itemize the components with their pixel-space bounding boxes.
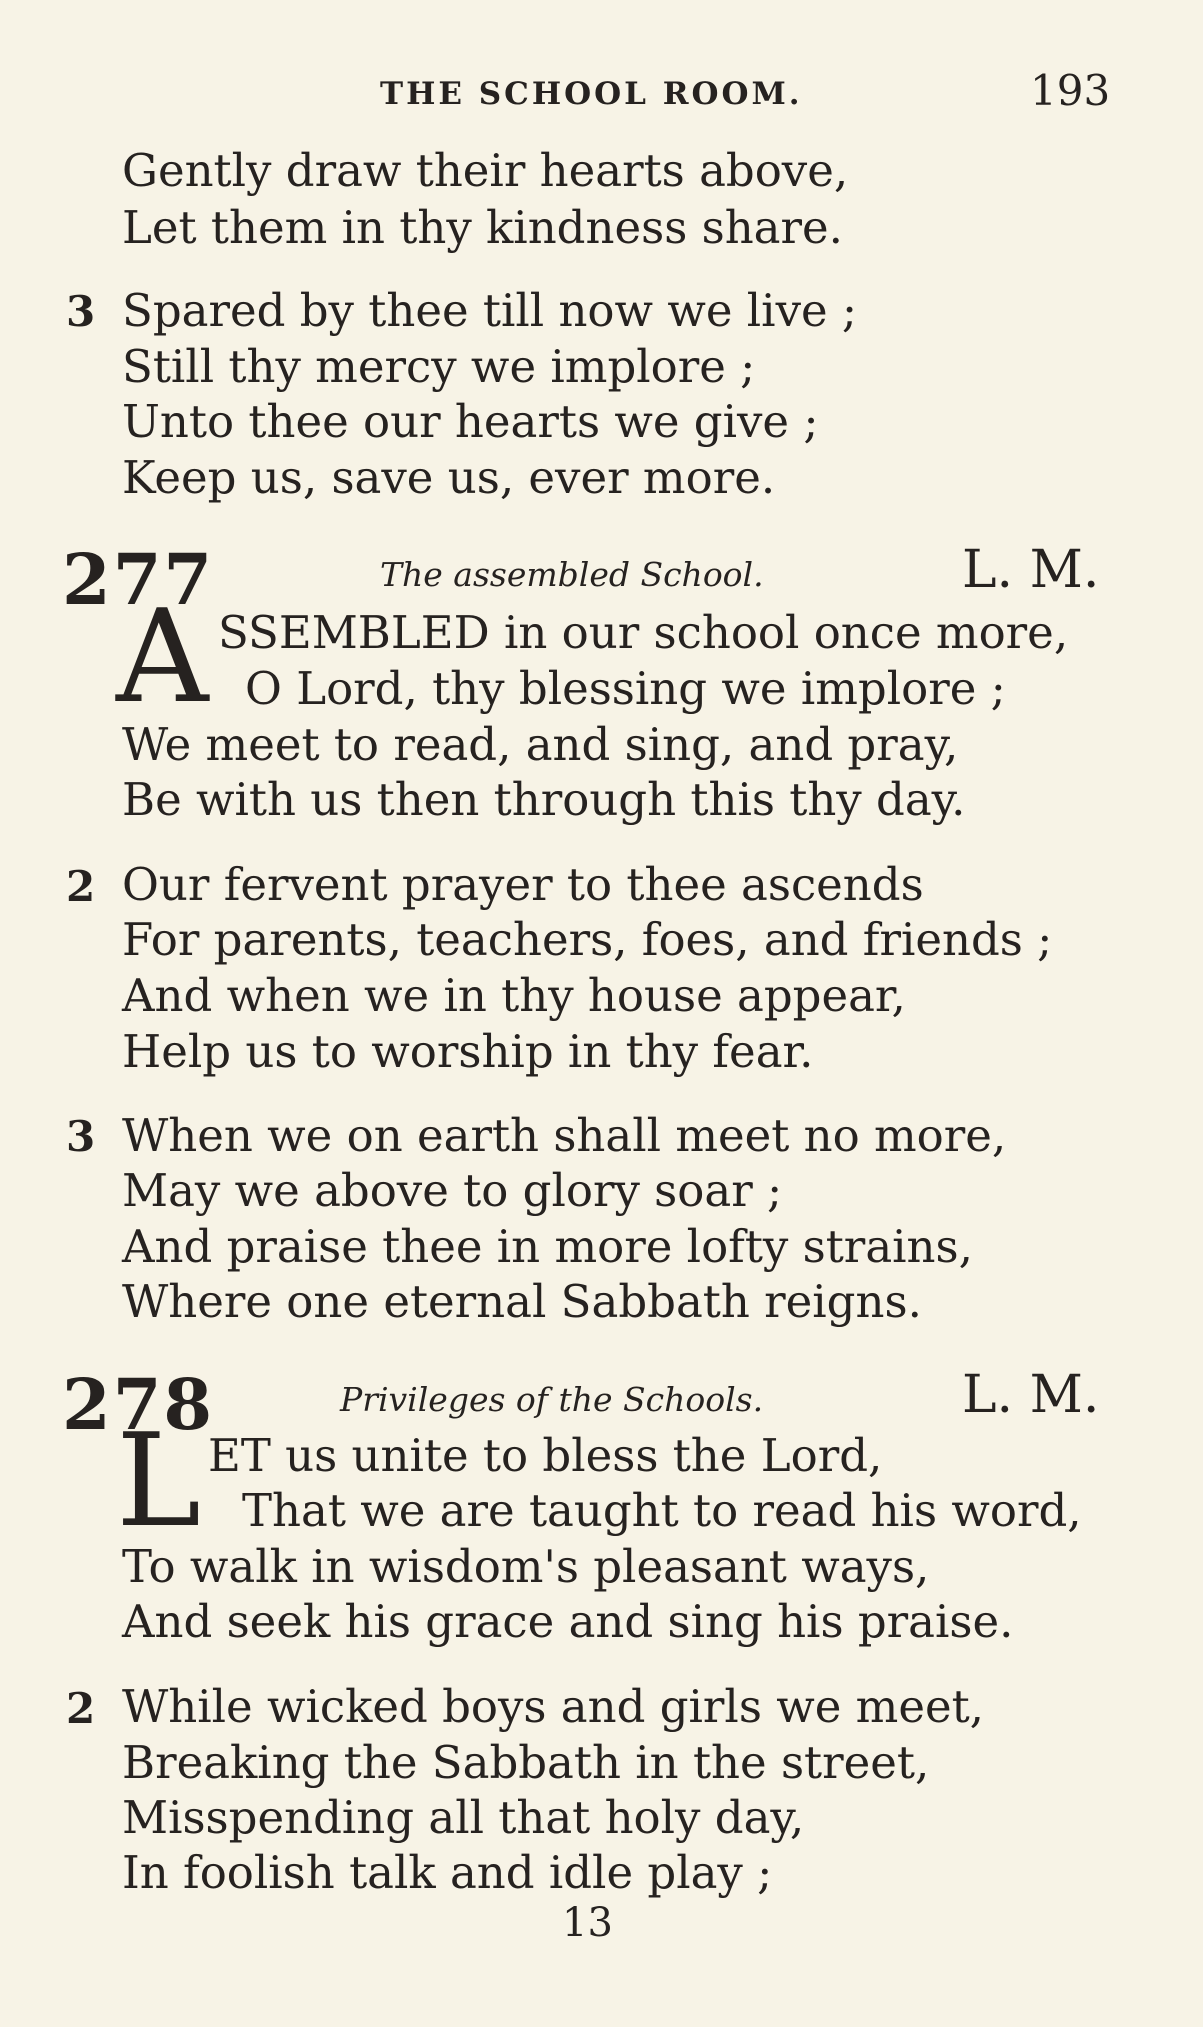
verse-line: Help us to worship in thy fear. (122, 1025, 814, 1078)
stanza-number: 2 (66, 1684, 96, 1733)
hymn-number: 278 (62, 1363, 215, 1446)
verse-line: Keep us, save us, ever more. (122, 451, 776, 504)
verse-line: That we are taught to read his word, (242, 1484, 1082, 1537)
verse-line: Misspending all that holy day, (122, 1791, 805, 1844)
verse-line: In foolish talk and idle play ; (122, 1846, 773, 1899)
verse-line: When we on earth shall meet no more, (122, 1109, 1007, 1162)
verse-line: Unto thee our hearts we give ; (122, 395, 819, 448)
verse-line: Still thy mercy we implore ; (122, 340, 756, 393)
verse-line: And seek his grace and sing his praise. (122, 1595, 1014, 1648)
verse-line: Spared by thee till now we live ; (122, 284, 858, 337)
verse-line: O Lord, thy blessing we implore ; (245, 662, 1006, 715)
drop-cap: L (116, 1407, 201, 1556)
verse-line: While wicked boys and girls we meet, (122, 1680, 984, 1733)
hymn-title: The assembled School. (380, 555, 764, 594)
drop-cap: A (116, 583, 209, 732)
verse-line: Where one eternal Sabbath reigns. (122, 1275, 922, 1328)
verse-line: To walk in wisdom's pleasant ways, (122, 1540, 930, 1593)
verse-line: And when we in thy house appear, (122, 969, 906, 1022)
verse-line: May we above to glory soar ; (122, 1164, 783, 1217)
verse-line: ET us unite to bless the Lord, (208, 1429, 883, 1482)
continuation-line: Gently draw their hearts above, (122, 144, 849, 197)
continuation-line: Let them in thy kindness share. (122, 201, 843, 254)
stanza-number: 2 (66, 862, 96, 911)
hymn-meter: L. M. (962, 1365, 1100, 1425)
verse-line: SSEMBLED in our school once more, (218, 606, 1069, 659)
page-number: 193 (1030, 66, 1111, 115)
verse-line: Breaking the Sabbath in the street, (122, 1736, 930, 1789)
verse-line: For parents, teachers, foes, and friends ; (122, 913, 1053, 966)
hymn-number: 277 (62, 538, 215, 621)
stanza-number: 3 (66, 1112, 96, 1161)
running-head: THE SCHOOL ROOM. (380, 76, 803, 112)
hymn-title: Privileges of the Schools. (340, 1380, 764, 1419)
printer-signature: 13 (562, 1900, 613, 1946)
verse-line: Our fervent prayer to thee ascends (122, 858, 924, 911)
verse-line: And praise thee in more lofty strains, (122, 1220, 973, 1273)
verse-line: Be with us then through this thy day. (122, 773, 966, 826)
hymn-meter: L. M. (962, 540, 1100, 600)
verse-line: We meet to read, and sing, and pray, (122, 718, 959, 771)
stanza-number: 3 (66, 287, 96, 336)
